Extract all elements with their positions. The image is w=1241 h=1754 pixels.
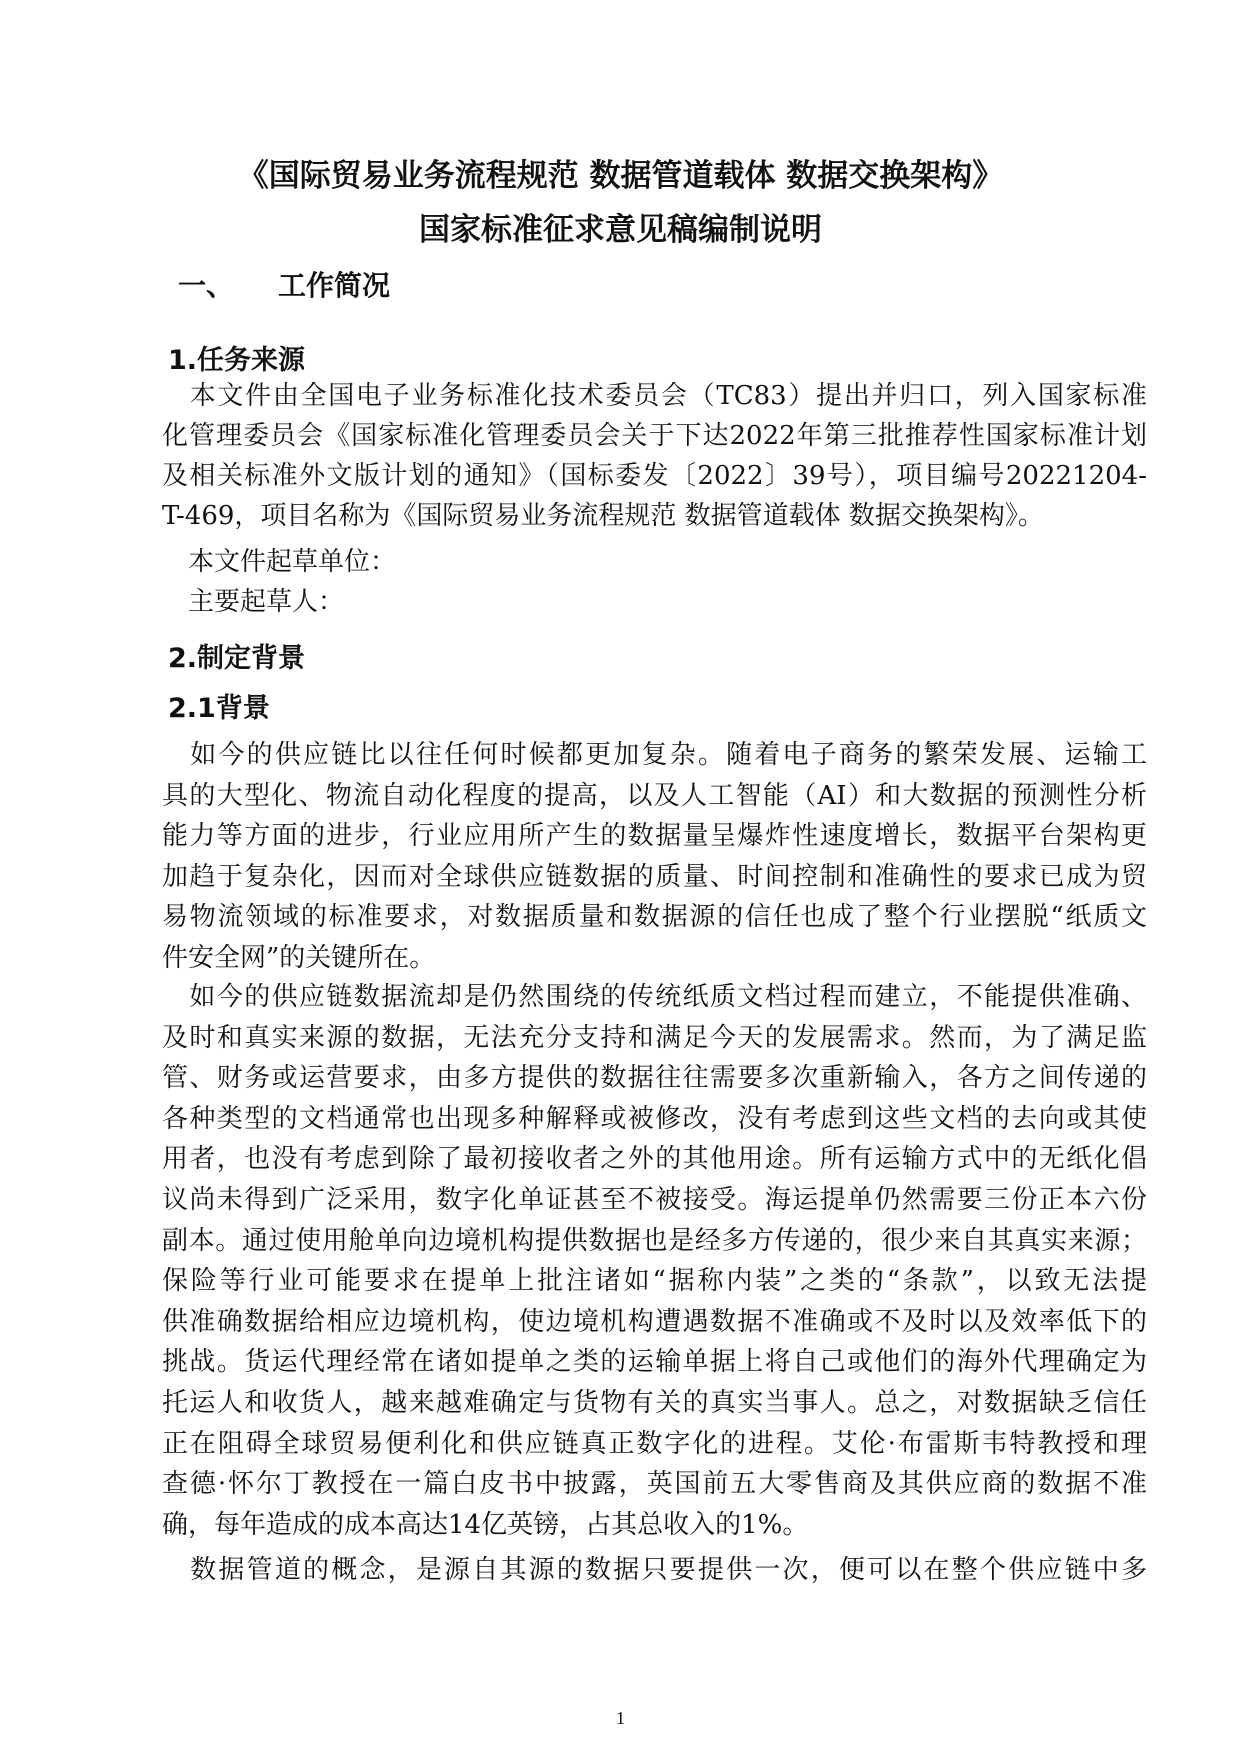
main-drafters-line: 主要起草人： xyxy=(162,587,345,617)
text-line: 托运人和收货人，越来越难确定与货物有关的真实当事人。总之，对数据缺乏信任 xyxy=(162,1388,1147,1418)
text-line: 议尚未得到广泛采用，数字化单证甚至不被接受。海运提单仍然需要三份正本六份 xyxy=(162,1185,1147,1215)
section-number: 一、 xyxy=(178,269,235,302)
text-line: 副本。通过使用舱单向边境机构提供数据也是经多方传递的，很少来自其真实来源； xyxy=(162,1225,1147,1256)
document-title-line-2: 国家标准征求意见稿编制说明 xyxy=(419,212,822,248)
text-line: 数据管道的概念，是源自其源的数据只要提供一次，便可以在整个供应链中多 xyxy=(162,1555,1147,1585)
text-line: 加趋于复杂化，因而对全球供应链数据的质量、时间控制和准确性的要求已成为贸 xyxy=(162,861,1147,892)
text-line: 易物流领域的标准要求，对数据质量和数据源的信任也成了整个行业摆脱“纸质文 xyxy=(162,902,1147,933)
section-title: 工作简况 xyxy=(278,269,391,302)
document-title-line-1: 《国际贸易业务流程规范 数据管道载体 数据交换架构》 xyxy=(237,158,1004,194)
text-line: 件安全网”的关键所在。 xyxy=(162,943,436,973)
text-line: 正在阻碍全球贸易便利化和供应链真正数字化的进程。艾伦·布雷斯韦特教授和理 xyxy=(162,1428,1147,1459)
text-line: 供准确数据给相应边境机构，使边境机构遭遇数据不准确或不及时以及效率低下的 xyxy=(162,1306,1147,1337)
text-line: T-469，项目名称为《国际贸易业务流程规范 数据管道载体 数据交换架构》。 xyxy=(162,501,1044,531)
text-line: 保险等行业可能要求在提单上批注诸如“据称内装”之类的“条款”，以致无法提 xyxy=(162,1266,1147,1297)
text-line: 及相关标准外文版计划的通知》（国标委发〔2022〕39号），项目编号20221204- xyxy=(162,461,1147,491)
text-line: 具的大型化、物流自动化程度的提高，以及人工智能（AI）和大数据的预测性分析 xyxy=(162,780,1147,811)
text-line: 如今的供应链数据流却是仍然围绕的传统纸质文档过程而建立，不能提供准确、 xyxy=(162,982,1147,1012)
subsection-heading-background: 2.制定背景 xyxy=(168,643,306,674)
text-line: 如今的供应链比以往任何时候都更加复杂。随着电子商务的繁荣发展、运输工 xyxy=(162,740,1147,770)
text-line: 及时和真实来源的数据，无法充分支持和满足今天的发展需求。然而，为了满足监 xyxy=(162,1022,1147,1053)
text-line: 本文件由全国电子业务标准化技术委员会（TC83）提出并归口，列入国家标准 xyxy=(162,381,1147,411)
text-line: 管、财务或运营要求，由多方提供的数据往往需要多次重新输入，各方之间传递的 xyxy=(162,1063,1147,1094)
text-line: 能力等方面的进步，行业应用所产生的数据量呈爆炸性速度增长，数据平台架构更 xyxy=(162,821,1147,852)
subsection-heading-2-1: 2.1背景 xyxy=(168,693,270,724)
page-number: 1 xyxy=(616,1708,625,1728)
section-heading-1 xyxy=(178,264,390,304)
text-line: 各种类型的文档通常也出现多种解释或被修改，没有考虑到这些文档的去向或其使 xyxy=(162,1103,1147,1134)
text-line: 确，每年造成的成本高达14亿英镑，占其总收入的1%。 xyxy=(162,1509,809,1540)
text-line: 查德·怀尔丁教授在一篇白皮书中披露，英国前五大零售商及其供应商的数据不准 xyxy=(162,1469,1147,1500)
text-line: 化管理委员会《国家标准化管理委员会关于下达2022年第三批推荐性国家标准计划 xyxy=(162,421,1147,451)
drafting-unit-line: 本文件起草单位： xyxy=(162,547,397,577)
subsection-heading-task-source: 1.任务来源 xyxy=(168,345,306,376)
text-line: 挑战。货运代理经常在诸如提单之类的运输单据上将自己或他们的海外代理确定为 xyxy=(162,1347,1147,1378)
text-line: 用者，也没有考虑到除了最初接收者之外的其他用途。所有运输方式中的无纸化倡 xyxy=(162,1144,1147,1175)
